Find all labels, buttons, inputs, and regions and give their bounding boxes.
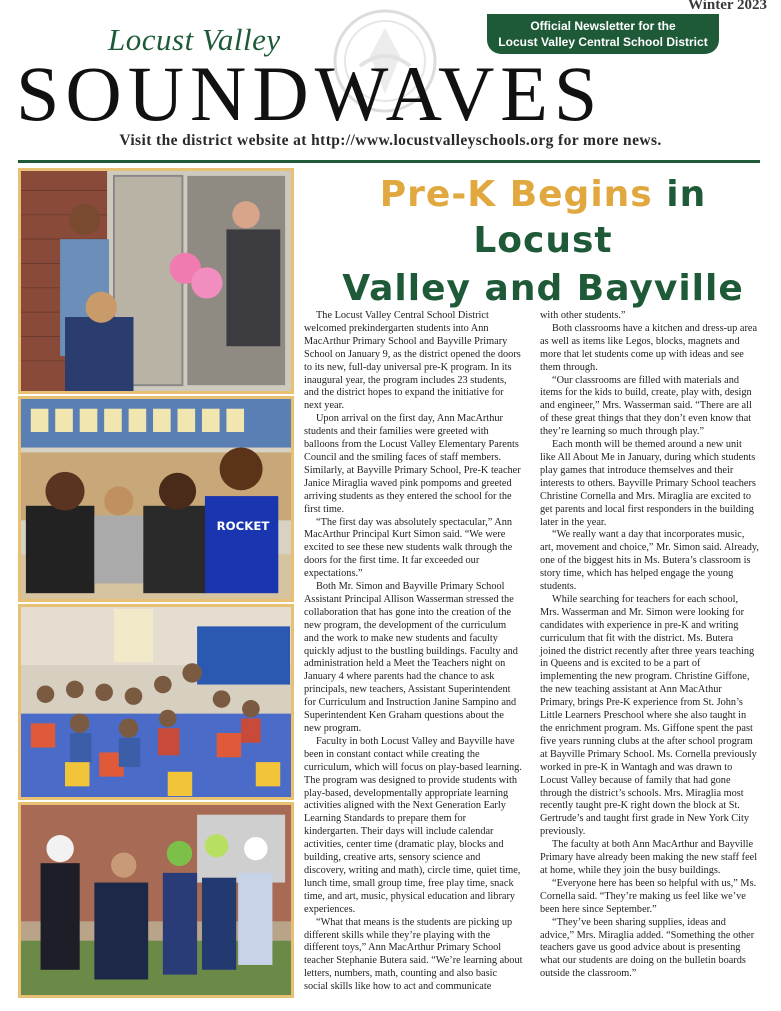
article-paragraph: Faculty in both Locust Valley and Bayville have been in constant contact while creating the curriculum, which will focus on play-based learning. The program was designed to provide students with play-based, developmentally appropriate learning activities aligned with the Next Generation Early Learning Standards to prepare them for kindergarten. Their days will include calendar activities, center time (dramatic play, blocks and building, creative arts, sensory science and discovery, writing and math), circle time, quiet time, lunch time, small group time, free play time, snack time, and art, music, physical education and library experiences. (304, 735, 522, 915)
issue-season: Winter 2023 (687, 0, 767, 13)
photo-outdoor-group (18, 802, 294, 998)
article-paragraph: Both classrooms have a kitchen and dress-up area as well as items like Legos, blocks, magnets and more that let students come up with ideas and see them through. (540, 322, 758, 373)
article-paragraph: Upon arrival on the first day, Ann MacArthur students and their families were greeted with balloons from the Locust Valley Elementary Parents Council and the smiling faces of staff members. Similarly, at Bayville Primary School, Pre-K teacher Janice Miraglia waved pink pompoms and greeted arriving students as they entered the school for the first time. (304, 413, 521, 515)
headline-line-2: Valley and Bayville (342, 268, 744, 309)
article-paragraph: Both Mr. Simon and Bayville Primary School Assistant Principal Allison Wasserman stressed the collaboration that has gone into the creation of the new program, the development of the curriculum and the work to make new students and faculty quickly adjust to the bustling buildings. Faculty and administration held a Meet the Teachers night on January 4 where parents had the chance to ask principals, new teachers, Assistant Superintendent for Curriculum and Instruction Janine Sampino and Superintendent Ken Graham questions about the new program. (304, 581, 518, 734)
headline-part-gold: Pre-K Begins (379, 174, 653, 215)
photo-first-day-greeting (18, 168, 294, 394)
masthead-title: SOUNDWAVES (16, 50, 604, 137)
article-paragraph: “We really want a day that incorporates music, art, movement and choice,” Mr. Simon said. Already, one of the biggest hits in Ms. Butera’s classroom is story time, which has helped engage the young students. (540, 529, 759, 593)
photo-circle-time (18, 604, 294, 800)
headline-part-green: in Locust (473, 174, 707, 261)
article-paragraph: “Everyone here has been so helpful with us,” Ms. Cornella said. “They’re making us feel like we’ve been here since September.” (540, 877, 757, 915)
article-paragraph: The Locust Valley Central School District welcomed prekindergarten students into Ann MacArthur Primary School and Bayville Primary School on January 9, as the district opened the doors to its new, full-day universal pre-K program. In its inaugural year, the program includes 23 students, and the district hopes to expand the initiative for next year. (304, 310, 521, 412)
badge-line-2: Locust Valley Central School District (498, 35, 708, 49)
article-paragraph: “They’ve been sharing supplies, ideas and advice,” Mrs. Miraglia added. “Something the other teachers gave us good advice about is presenting what our students are doing on the bulletin boards outside the classroom.” (540, 916, 755, 980)
article-column-1 (304, 310, 523, 994)
badge-line-1: Official Newsletter for the (530, 19, 676, 33)
article-paragraph: “Our classrooms are filled with materials and items for the kids to build, create, play with, design and engineer,” Mrs. Wasserman said. “There are all of these great things that they don’t even know that they’re learning so much through play.” (540, 374, 752, 438)
article-column-2 (540, 310, 759, 981)
photo-classroom-teachers (18, 396, 294, 602)
header-divider (18, 160, 760, 163)
website-tagline: Visit the district website at http://www.locustvalleyschools.org for more news. (119, 132, 662, 149)
photo-shirt-text: ROCKET (216, 519, 270, 534)
article-headline (318, 172, 768, 314)
article-paragraph-continued: with other students.” (540, 310, 626, 321)
article-paragraph: Each month will be themed around a new unit like All About Me in January, during which students play games that introduce themselves and their interests to others. Bayville Primary School teachers Christine Cornella and Mrs. Miraglia are excited to get parents and local first responders in the building later in the year. (540, 439, 756, 528)
article-paragraph: “The first day was absolutely spectacular,” Ann MacArthur Principal Kurt Simon said. “We were excited to see these new students walk through the doors for the first time. It far exceeded our expectations.” (304, 516, 513, 580)
article-paragraph: “What that means is the students are picking up different skills while they’re playing with the different toys,” Ann MacArthur Primary School teacher Stephanie Butera said. “We’re learning about letters, numbers, math, counting and also basic social skills like how to act and communicate (304, 916, 523, 993)
masthead-subtitle: Locust Valley (108, 22, 281, 57)
article-paragraph: While searching for teachers for each school, Mrs. Wasserman and Mr. Simon were looking for candidates with experience in pre-K and writing curriculum that fit with the district. Ms. Butera joined the district recently after three years teaching in Queens and is excited to be a part of implementing the new program. Christine Giffone, the new teaching assistant at Ann MacAthur Primary, brings Pre-K experience from St. John’s Little Learners Preschool where she also taught in the enrichment program. Ms. Giffone spent the past five years running clubs at the after school program at Bayville Primary School. Ms. Cornella previously worked in pre-K in Wantagh and was drawn to Locust Valley because of family that had gone through the district’s schools. Mrs. Miraglia most recently taught pre-K right down the block at St. Gertrude’s and taught first grade in New York City previously. (540, 593, 757, 838)
article-paragraph: The faculty at both Ann MacArthur and Bayville Primary have already been making the new staff feel at home, while they join the busy buildings. (540, 839, 758, 876)
